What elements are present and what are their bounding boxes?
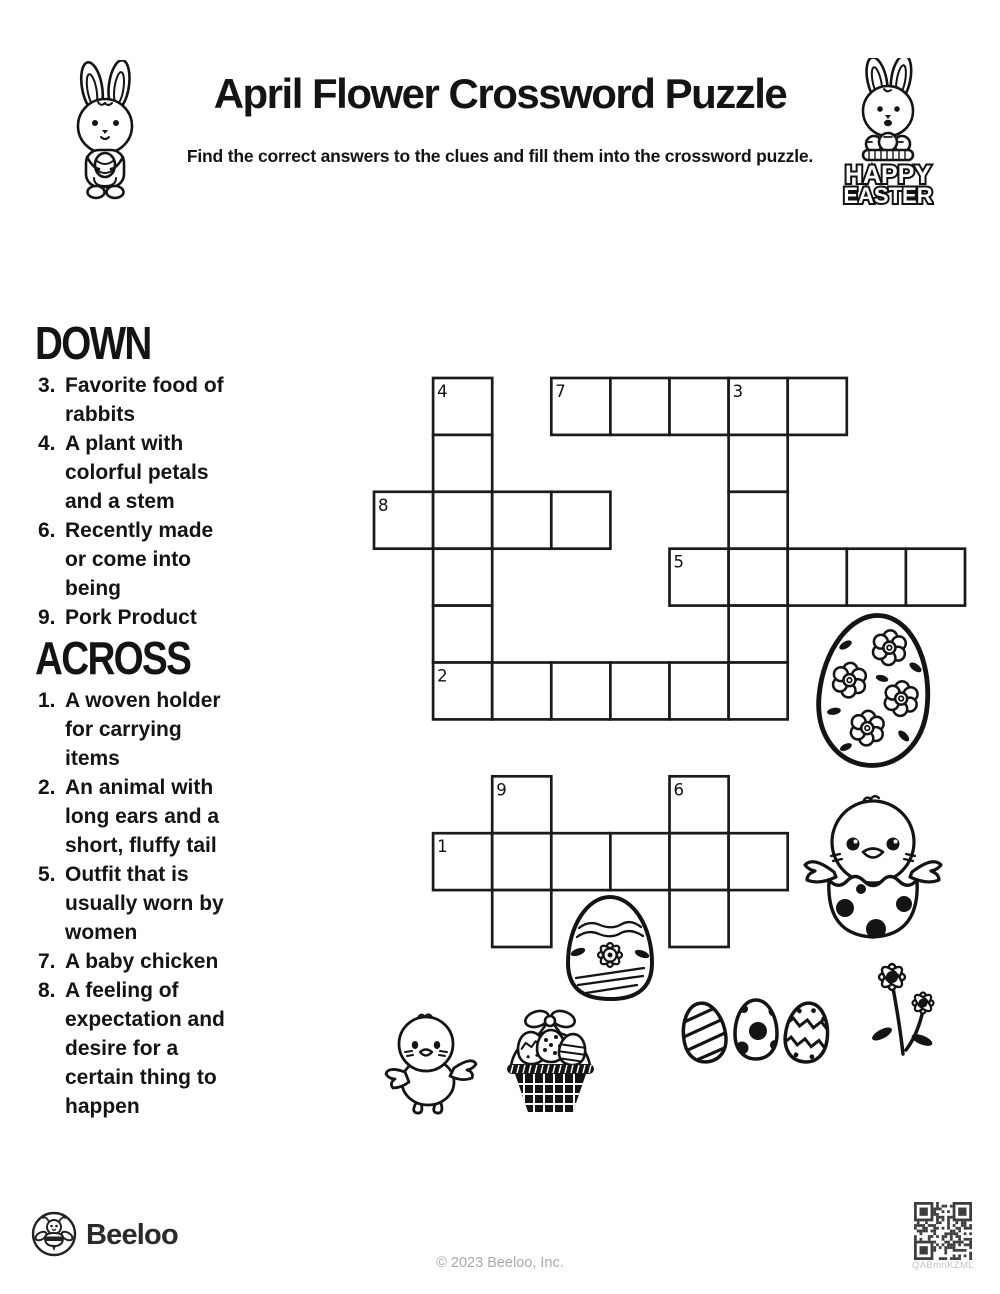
grid-cell-number: 6 <box>673 780 684 800</box>
grid-cell[interactable] <box>729 492 788 549</box>
grid-cell-number: 9 <box>496 780 507 800</box>
clue-text: A feeling of expectation and desire for a certain thing to happen <box>65 979 225 1118</box>
big-decorated-egg-illustration <box>797 607 950 775</box>
grid-cell[interactable] <box>847 549 906 606</box>
grid-cell[interactable] <box>788 378 847 435</box>
happy-easter-line1: HAPPY <box>844 161 932 189</box>
page-title: April Flower Crossword Puzzle <box>213 70 787 117</box>
beeloo-logo <box>30 1210 78 1258</box>
clue-number: 5. <box>38 863 56 886</box>
three-eggs-illustration <box>679 996 835 1068</box>
grid-cell-number: 8 <box>378 495 389 515</box>
grid-cell[interactable] <box>610 378 669 435</box>
grid-cell[interactable] <box>670 890 729 947</box>
grid-cell[interactable] <box>492 663 551 720</box>
clue-text: Favorite food of rabbits <box>65 374 224 426</box>
grid-cell[interactable] <box>729 549 788 606</box>
grid-cell[interactable] <box>492 833 551 890</box>
clue-text: A baby chicken <box>65 950 219 973</box>
beeloo-wordmark: Beeloo <box>86 1219 178 1251</box>
grid-cell[interactable] <box>670 378 729 435</box>
clue-number: 2. <box>38 776 56 799</box>
happy-easter-line2: EASTER <box>843 183 933 206</box>
qr-code <box>914 1202 972 1260</box>
grid-cell[interactable] <box>729 606 788 663</box>
clue-text: A plant with colorful petals and a stem <box>65 432 209 513</box>
clue-number: 8. <box>38 979 56 1002</box>
grid-cell-number: 1 <box>437 837 448 857</box>
grid-cell[interactable] <box>670 833 729 890</box>
grid-cell-number: 3 <box>732 382 744 401</box>
clue-number: 7. <box>38 950 56 973</box>
page-subtitle: Find the correct answers to the clues and fill them into the crossword puzzle. <box>186 146 814 166</box>
grid-cell[interactable] <box>729 435 788 492</box>
grid-cell[interactable] <box>433 606 492 663</box>
grid-cell[interactable] <box>906 549 965 606</box>
clue-number: 9. <box>38 606 56 629</box>
clue-number: 1. <box>38 689 56 712</box>
decorated-egg-illustration <box>564 894 656 1002</box>
grid-cell-number: 7 <box>555 382 566 401</box>
flowers-illustration <box>860 948 946 1060</box>
grid-cell[interactable] <box>492 890 551 947</box>
clue-text: A woven holder for carrying items <box>65 689 221 770</box>
grid-cell[interactable] <box>788 549 847 606</box>
clue-text: An animal with long ears and a short, fluffy tail <box>65 776 220 857</box>
small-chick-illustration <box>384 1008 480 1115</box>
grid-cell[interactable] <box>551 492 610 549</box>
grid-cell[interactable] <box>610 663 669 720</box>
clue-number: 6. <box>38 519 56 542</box>
grid-cell-number: 2 <box>437 666 448 686</box>
clue-number: 4. <box>38 432 56 455</box>
easter-basket-illustration <box>502 1004 599 1114</box>
chick-hatching-illustration <box>801 786 945 940</box>
clue-number: 3. <box>38 374 56 397</box>
clue-text: Recently made or come into being <box>65 519 214 600</box>
grid-cell[interactable] <box>433 435 492 492</box>
grid-cell[interactable] <box>670 663 729 720</box>
grid-cell[interactable] <box>551 833 610 890</box>
grid-cell[interactable] <box>433 492 492 549</box>
grid-cell[interactable] <box>492 492 551 549</box>
grid-cell-number: 4 <box>437 382 448 401</box>
qr-caption: QABmnKZML <box>911 1260 975 1271</box>
grid-cell[interactable] <box>610 833 669 890</box>
grid-cell[interactable] <box>551 663 610 720</box>
across-heading: ACROSS <box>35 632 191 684</box>
copyright: © 2023 Beeloo, Inc. <box>436 1255 564 1271</box>
grid-cell[interactable] <box>729 833 788 890</box>
clue-text: Outfit that is usually worn by women <box>65 863 224 944</box>
grid-cell[interactable] <box>433 549 492 606</box>
down-heading: DOWN <box>35 317 151 369</box>
grid-cell[interactable] <box>729 663 788 720</box>
grid-cell-number: 5 <box>673 552 684 572</box>
clue-text: Pork Product <box>65 606 197 629</box>
